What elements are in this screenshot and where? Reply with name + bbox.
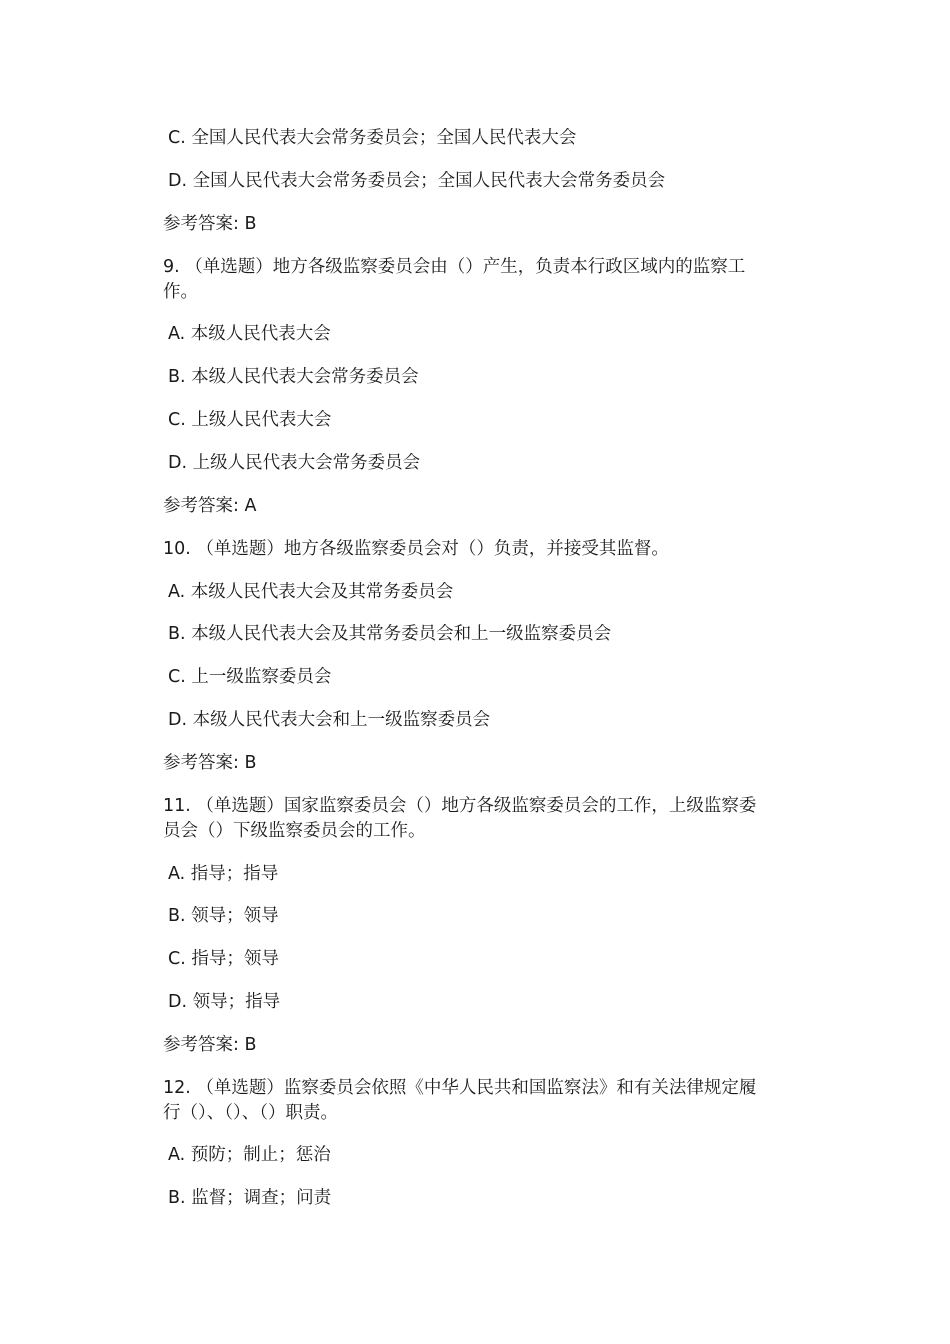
- option-d: D. 本级人民代表大会和上一级监察委员会: [168, 710, 491, 730]
- option-a: A. 指导；指导: [168, 864, 279, 884]
- question-stem: 10. （单选题）地方各级监察委员会对（）负责，并接受其监督。: [163, 539, 669, 559]
- option-b: B. 领导；领导: [168, 906, 279, 926]
- option-a: A. 预防；制止；惩治: [168, 1145, 331, 1165]
- question-stem: 9. （单选题）地方各级监察委员会由（）产生，负责本行政区域内的监察工: [163, 257, 746, 277]
- option-c: C. 指导；领导: [168, 949, 279, 969]
- option-d: D. 全国人民代表大会常务委员会；全国人民代表大会常务委员会: [168, 171, 666, 191]
- question-stem-continued: 作。: [163, 282, 198, 302]
- answer-line: 参考答案: B: [163, 753, 257, 773]
- option-a: A. 本级人民代表大会: [168, 324, 331, 344]
- option-d: D. 上级人民代表大会常务委员会: [168, 453, 421, 473]
- question-stem-continued: 员会（）下级监察委员会的工作。: [163, 821, 426, 841]
- option-c: C. 全国人民代表大会常务委员会；全国人民代表大会: [168, 128, 577, 148]
- question-stem: 11. （单选题）国家监察委员会（）地方各级监察委员会的工作，上级监察委: [163, 796, 757, 816]
- option-b: B. 监督；调查；问责: [168, 1188, 332, 1208]
- option-c: C. 上一级监察委员会: [168, 667, 332, 687]
- answer-line: 参考答案: B: [163, 214, 257, 234]
- question-stem: 12. （单选题）监察委员会依照《中华人民共和国监察法》和有关法律规定履: [163, 1078, 757, 1098]
- answer-line: 参考答案: A: [163, 496, 257, 516]
- answer-line: 参考答案: B: [163, 1035, 257, 1055]
- option-b: B. 本级人民代表大会常务委员会: [168, 367, 419, 387]
- option-a: A. 本级人民代表大会及其常务委员会: [168, 582, 454, 602]
- option-d: D. 领导；指导: [168, 992, 281, 1012]
- option-c: C. 上级人民代表大会: [168, 410, 332, 430]
- question-stem-continued: 行（）、（）、（）职责。: [163, 1103, 338, 1123]
- option-b: B. 本级人民代表大会及其常务委员会和上一级监察委员会: [168, 624, 612, 644]
